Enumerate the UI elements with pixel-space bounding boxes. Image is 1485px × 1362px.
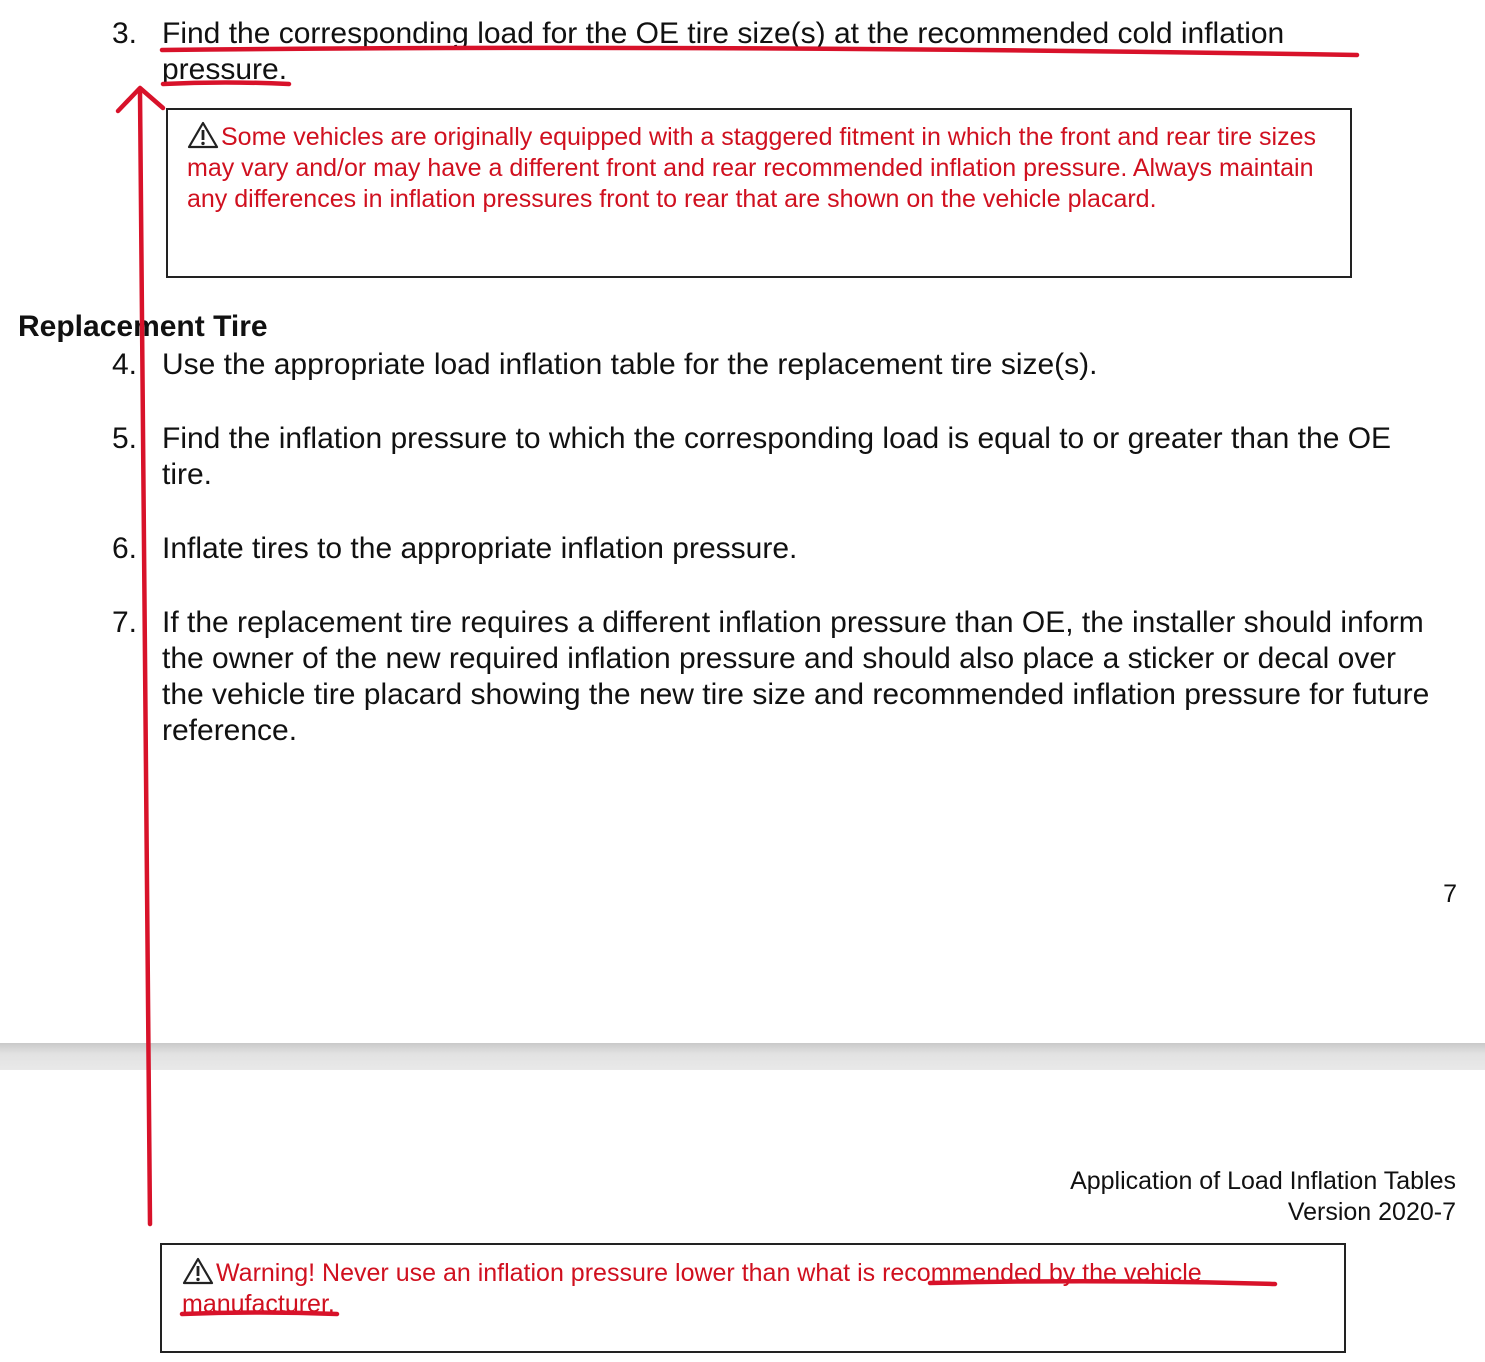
page-separator [0,1043,1485,1070]
step-number: 4. [112,348,138,381]
staggered-fitment-notice [166,108,1352,278]
notice-text: Some vehicles are originally equipped with a staggered fitment in which the front and rear tire sizes may vary and/or may have a different front and rear recommended inflation pressure. Always maintain any differences in inflation pressures front to rear that are shown on the vehicle placard. [187,123,1317,213]
page-number: 7 [1443,880,1457,908]
underinflation-warning-notice [160,1243,1346,1353]
step-number: 3. [112,17,138,50]
warning-triangle-icon [182,1257,214,1285]
document-title: Application of Load Inflation Tables [1070,1167,1456,1195]
notice-text: Warning! Never use an inflation pressure lower than what is recommended by the vehicle manufacturer. [182,1259,1202,1318]
warning-triangle-icon [187,121,219,149]
step-text: Find the inflation pressure to which the corresponding load is equal to or greater than the OE tire. [162,422,1392,491]
step-number: 5. [112,422,138,455]
step-text: Inflate tires to the appropriate inflation pressure. [162,532,798,565]
step-number: 6. [112,532,138,565]
document-version: Version 2020-7 [1287,1198,1456,1226]
step-text: Find the corresponding load for the OE tire size(s) at the recommended cold inflation pressure. [162,17,1285,86]
section-heading: Replacement Tire [18,310,268,343]
step-text: Use the appropriate load inflation table for the replacement tire size(s). [162,348,1098,381]
step-text: If the replacement tire requires a different inflation pressure than OE, the installer should inform the owner of the new required inflation pressure and should also place a sticker or decal over the vehicle tire placard showing the new tire size and recommended inflation pressure for future reference. [162,606,1430,747]
page-header [1070,1166,1456,1228]
step-number: 7. [112,606,138,639]
